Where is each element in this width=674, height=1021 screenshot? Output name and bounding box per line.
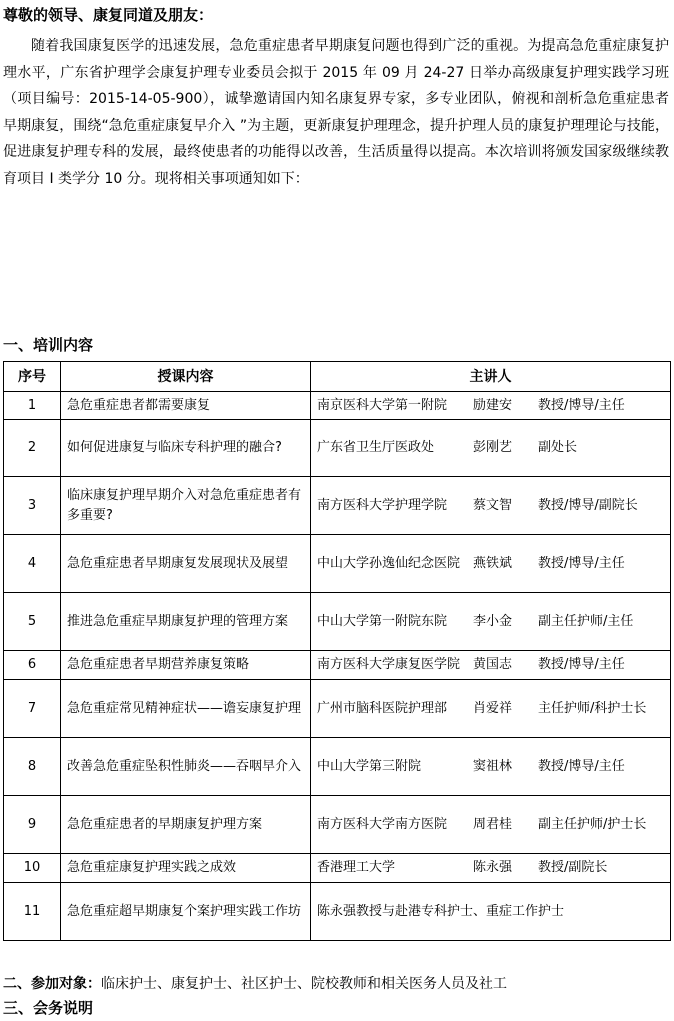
row-topic: 推进急危重症早期康复护理的管理方案 [61,593,311,651]
table-row [4,883,671,941]
table-row [4,593,671,651]
row-topic: 急危重症患者的早期康复护理方案 [61,796,311,854]
row-topic: 如何促进康复与临床专科护理的融合? [61,420,311,477]
row-speaker: 中山大学第三附院 窦祖林 教授/博导/主任 [311,738,671,796]
row-no: 9 [4,796,61,854]
section2-label: 二、参加对象： [3,976,101,992]
row-topic: 急危重症患者早期康复发展现状及展望 [61,535,311,593]
header-no: 序号 [4,362,61,392]
table-row [4,392,671,420]
row-no: 10 [4,854,61,883]
row-no: 4 [4,535,61,593]
row-speaker: 广东省卫生厅医政处 彭刚艺 副处长 [311,420,671,477]
row-topic: 改善急危重症坠积性肺炎——吞咽早介入 [61,738,311,796]
row-no: 3 [4,477,61,535]
row-speaker: 南方医科大学康复医学院 黄国志 教授/博导/主任 [311,651,671,680]
intro-paragraph: 随着我国康复医学的迅速发展，急危重症患者早期康复问题也得到广泛的重视。为提高急危重症康复护理水平，广东省护理学会康复护理专业委员会拟于 2015 年 09 月 24-27 日举办高级康复护理实践学习班（项目编号：2015-14-05-900），诚挚邀请国内知名康复界专家，多专业团队，俯视和剖析急危重症患者早期康复，围绕“急危重症康复早介入 ”为主题，更新康复护理理念，提升护理人员的康复护理理论与技能，促进康复护理专科的发展，最终使患者的功能得以改善，生活质量得以提高。本次培训将颁发国家级继续教育项目 I 类学分 10 分。现将相关事项通知如下： [3,38,669,187]
table-row [4,477,671,535]
row-topic: 急危重症患者都需要康复 [61,392,311,420]
row-no: 11 [4,883,61,941]
table-row [4,796,671,854]
section2 [3,973,507,993]
row-speaker: 中山大学孙逸仙纪念医院 燕铁斌 教授/博导/主任 [311,535,671,593]
table-row [4,420,671,477]
row-topic: 临床康复护理早期介入对急危重症患者有多重要? [61,477,311,535]
header-speaker: 主讲人 [311,362,671,392]
header-topic: 授课内容 [61,362,311,392]
row-no: 5 [4,593,61,651]
row-topic: 急危重症患者早期营养康复策略 [61,651,311,680]
row-no: 8 [4,738,61,796]
table-row [4,651,671,680]
row-speaker: 南京医科大学第一附院 励建安 教授/博导/主任 [311,392,671,420]
table-row [4,854,671,883]
row-no: 6 [4,651,61,680]
section3-title: 三、会务说明 [3,999,94,1017]
row-speaker: 中山大学第一附院东院 李小金 副主任护师/主任 [311,593,671,651]
course-table [3,361,671,941]
row-speaker: 陈永强教授与赴港专科护士、重症工作护士 [311,883,671,941]
row-topic: 急危重症超早期康复个案护理实践工作坊 [61,883,311,941]
row-speaker: 广州市脑科医院护理部 肖爱祥 主任护师/科护士长 [311,680,671,738]
section1-title: 一、培训内容 [3,336,94,354]
row-no: 7 [4,680,61,738]
greeting: 尊敬的领导、康复同道及朋友： [3,6,214,24]
row-speaker: 南方医科大学护理学院 蔡文智 教授/博导/副院长 [311,477,671,535]
table-row [4,738,671,796]
row-topic: 急危重症康复护理实践之成效 [61,854,311,883]
table-header-row [4,362,671,392]
row-speaker: 香港理工大学 陈永强 教授/副院长 [311,854,671,883]
row-no: 2 [4,420,61,477]
table-row [4,680,671,738]
table-row [4,535,671,593]
row-no: 1 [4,392,61,420]
section2-text: 临床护士、康复护士、社区护士、院校教师和相关医务人员及社工 [101,976,507,992]
row-topic: 急危重症常见精神症状——谵妄康复护理 [61,680,311,738]
row-speaker: 南方医科大学南方医院 周君桂 副主任护师/护士长 [311,796,671,854]
